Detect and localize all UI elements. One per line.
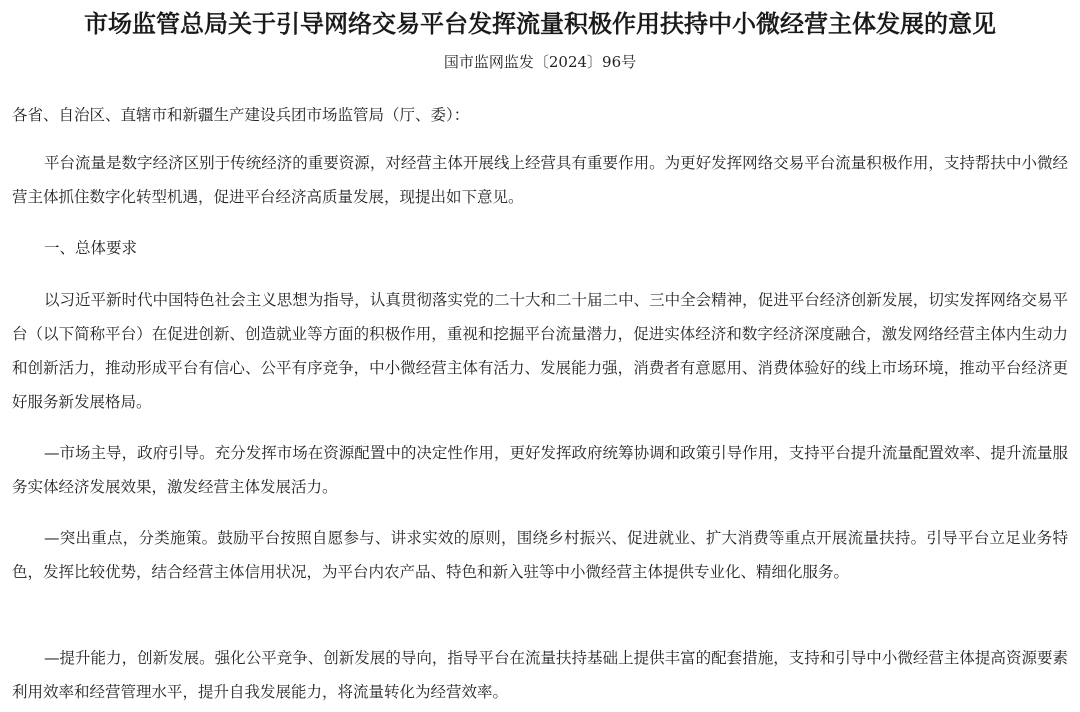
- salutation: 各省、自治区、直辖市和新疆生产建设兵团市场监管局（厅、委）：: [12, 106, 470, 124]
- section-heading: 一、总体要求: [44, 239, 138, 257]
- guiding-paragraph: 以习近平新时代中国特色社会主义思想为指导，认真贯彻落实党的二十大和二十届二中、三中全会精神，促进平台经济创新发展，切实发挥网络交易平台（以下简称平台）在促进创新、创造就业等方面的积极作用，重视和挖掘平台流量潜力，促进实体经济和数字经济深度融合，激发网络经营主体内生动力和创新活力，推动形成平台有信心、公平有序竞争，中小微经营主体有活力、发展能力强，消费者有意愿用、消费体验好的线上市场环境，推动平台经济更好服务新发展格局。: [12, 291, 1068, 411]
- document-title: 市场监管总局关于引导网络交易平台发挥流量积极作用扶持中小微经营主体发展的意见: [84, 10, 996, 38]
- principle-paragraph: —市场主导，政府引导。充分发挥市场在资源配置中的决定性作用，更好发挥政府统筹协调和政策引导作用，支持平台提升流量配置效率、提升流量服务实体经济发展效果，激发经营主体发展活力。: [12, 444, 1068, 496]
- principle-paragraph: —提升能力，创新发展。强化公平竞争、创新发展的导向，指导平台在流量扶持基础上提供丰富的配套措施，支持和引导中小微经营主体提高资源要素利用效率和经营管理水平，提升自我发展能力，将流量转化为经营效率。: [12, 649, 1068, 701]
- principle-paragraph: —突出重点，分类施策。鼓励平台按照自愿参与、讲求实效的原则，围绕乡村振兴、促进就业、扩大消费等重点开展流量扶持。引导平台立足业务特色，发挥比较优势，结合经营主体信用状况，为平台内农产品、特色和新入驻等中小微经营主体提供专业化、精细化服务。: [12, 529, 1068, 581]
- document-number: 国市监网监发〔2024〕96号: [443, 53, 637, 71]
- intro-paragraph: 平台流量是数字经济区别于传统经济的重要资源，对经营主体开展线上经营具有重要作用。为更好发挥网络交易平台流量积极作用，支持帮扶中小微经营主体抓住数字化转型机遇，促进平台经济高质量发展，现提出如下意见。: [12, 154, 1068, 206]
